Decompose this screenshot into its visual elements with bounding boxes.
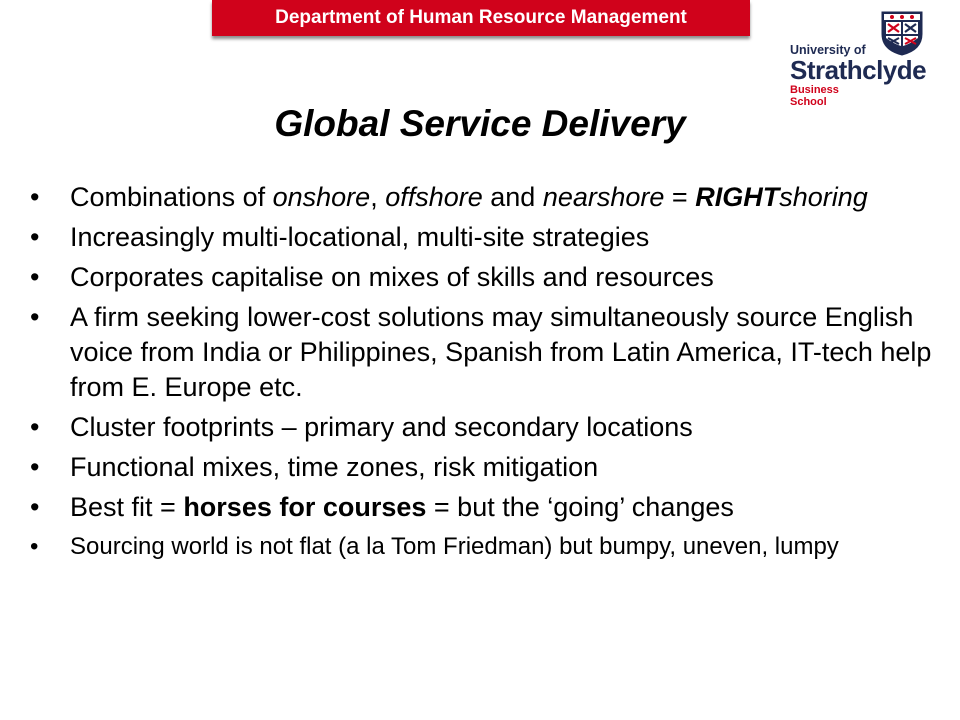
bullet-icon: • — [30, 452, 40, 482]
bullet-icon: • — [30, 182, 40, 212]
bullet-text: Functional mixes, time zones, risk mitigation — [70, 452, 599, 482]
term-offshore: offshore — [385, 182, 483, 212]
bullet-item — [30, 260, 945, 295]
bullet-icon: • — [30, 533, 39, 560]
term-right: RIGHT — [695, 182, 780, 212]
bullet-text: Best fit = — [70, 492, 184, 522]
bullet-item — [30, 410, 945, 445]
bullet-text: A firm seeking lower-cost solutions may simultaneously source English voice from India or Philippines, Spanish from Latin America, IT-tech help from E. Europe etc. — [70, 302, 932, 402]
bullet-icon: • — [30, 492, 40, 522]
bullet-text: Sourcing world is not flat (a la Tom Friedman) but bumpy, uneven, lumpy — [70, 533, 839, 560]
logo-line-school: School — [790, 96, 827, 108]
bullet-text: Corporates capitalise on mixes of skills and resources — [70, 262, 714, 292]
bullet-text: , — [370, 182, 386, 212]
logo-line-business: Business — [790, 84, 839, 96]
department-name: Department of Human Resource Management — [275, 7, 687, 28]
logo-line-university: University of — [790, 43, 866, 57]
bullet-text: = — [664, 182, 696, 212]
bullet-text: Combinations of — [70, 182, 273, 212]
bullet-list — [30, 180, 945, 568]
bullet-icon: • — [30, 262, 40, 292]
term-horses-for-courses: horses for courses — [183, 492, 427, 522]
bullet-text: Increasingly multi-locational, multi-site strategies — [70, 222, 650, 252]
bullet-text: Cluster footprints – primary and secondary locations — [70, 412, 693, 442]
slide-title: Global Service Delivery — [274, 103, 686, 144]
term-nearshore: nearshore — [542, 182, 665, 212]
term-onshore: onshore — [272, 182, 371, 212]
department-banner — [212, 0, 750, 36]
bullet-text: = but the ‘going’ changes — [426, 492, 734, 522]
bullet-icon: • — [30, 412, 40, 442]
bullet-item — [30, 220, 945, 255]
bullet-item — [30, 530, 945, 563]
bullet-icon: • — [30, 222, 40, 252]
logo-wordmark — [790, 44, 926, 108]
bullet-icon: • — [30, 302, 40, 332]
logo-line-strathclyde: Strathclyde — [790, 55, 927, 85]
bullet-text: and — [482, 182, 543, 212]
bullet-item — [30, 450, 945, 485]
bullet-item — [30, 490, 945, 525]
bullet-item — [30, 300, 945, 405]
term-shoring: shoring — [779, 182, 868, 212]
bullet-item — [30, 180, 945, 215]
